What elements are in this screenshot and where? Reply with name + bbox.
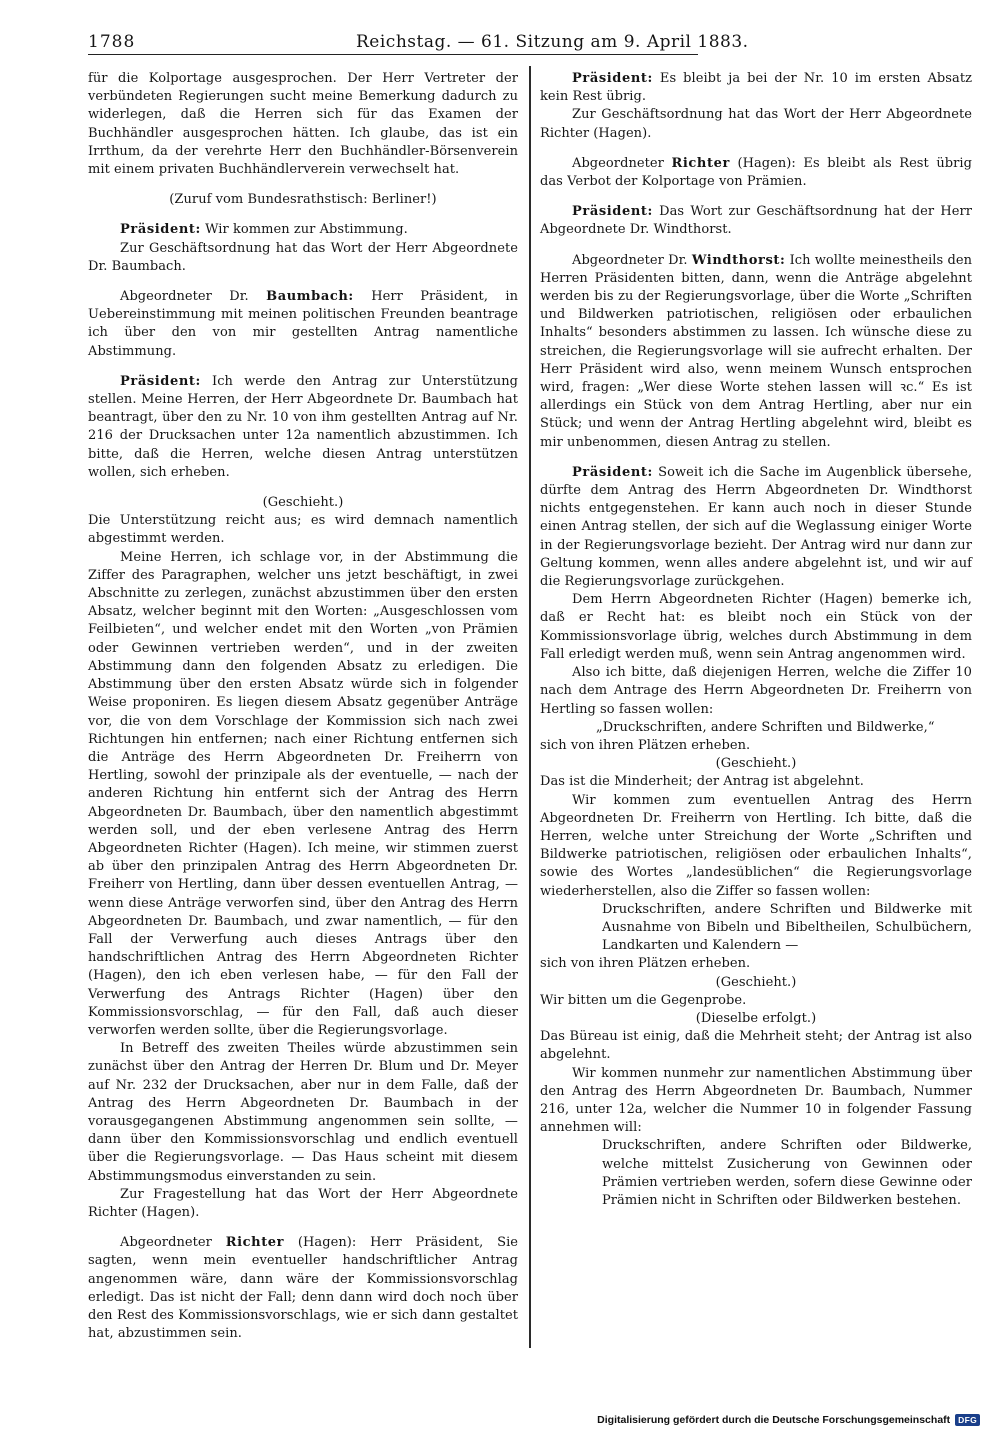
paragraph: Das Büreau ist einig, daß die Mehrheit steht; der Antrag ist also abgelehnt.: [540, 1029, 972, 1063]
page-number: 1788: [88, 32, 136, 52]
speaker-name: Präsident:: [120, 222, 201, 238]
speaker-name: Richter: [671, 155, 730, 171]
speech-text: Herr Präsident, in Uebereinstimmung mit meinen politischen Freunden beantrage ich über den von mir gestellten Antrag namentliche Abstimmung.: [88, 289, 519, 359]
speech-text: (Hagen): Herr Präsident, Sie sagten, wenn mein eventueller handschriftlicher Antrag angenommen wäre, dann wäre der Kommissionsvorschlag erledigt. Das ist nicht der Fall; denn dann wird doch noch über den Rest des Kommissionsvorschlags, wie er sich dann gestaltet hat, abzustimmen sein.: [88, 1235, 519, 1342]
quoted-formula: Druckschriften, andere Schriften oder Bildwerke, welche mittelst Zusicherung von Gewinnen oder Prämien vertrieben werden, sofern diese Gewinne oder Prämien nicht in Schriften oder Bildwerken bestehen.: [602, 1138, 972, 1208]
paragraph: sich von ihren Plätzen erheben.: [540, 737, 751, 753]
paragraph: Meine Herren, ich schlage vor, in der Abstimmung die Ziffer des Paragraphen, welcher uns jetzt beschäftigt, in zwei Abschnitte zu zerlegen, zunächst abzustimmen über den ersten Absatz, welcher beginnt mit den Worten: „Ausgeschlossen vom Feilbieten“, und welcher endet mit den Worten „von Prämien oder Gewinnen vertrieben werden“, und in der zweiten Abstimmung dann den folgenden Absatz zu erledigen. Die Abstimmung über den ersten Absatz würde sich in folgender Weise proponiren. Es liegen diesem Absatz gegenüber Anträge vor, die von dem Vorschlage der Kommission sich nach zwei Richtungen hin entfernen; nach einer Richtung entfernen sich die Anträge des Herrn Abgeordneten Dr. Freiherrn von Hertling, sowohl der prinzipale als der eventuelle, — nach der anderen Richtung hin entfernt sich der Antrag des Herrn Abgeordneten Dr. Baumbach, über den namentlich abgestimmt werden soll, und der eben verlesene Antrag des Herrn Abgeordneten Richter (Hagen). Ich meine, wir stimmen zuerst ab über den prinzipalen Antrag des Herrn Abgeordneten Dr. Freiherr von Hertling, dann über dessen eventuellen Antrag, — wenn diese Anträge verworfen sind, über den Antrag des Herrn Abgeordneten Dr. Baumbach, und zwar namentlich, — für den Fall der Verwerfung auch dieses Antrags über den handschriftlichen Antrag des Herrn Abgeordneten Richter (Hagen), den ich eben verlesen habe, — für den Fall der Verwerfung des Antrags Richter (Hagen) über den Kommissionsvorschlag, — für den Fall, daß auch dieser verworfen werden sollte, über die Regierungsvorlage.: [88, 549, 518, 1038]
paragraph: Wir kommen zum eventuellen Antrag des Herrn Abgeordneten Dr. Freiherrn von Hertling. Ich bitte, daß die Herren, welche unter Streichung der Worte „Schriften und Bildwerke patriotischen, religiösen oder erbaulichen Inhalts“, sowie des Wortes „landesüblichen“ die Regierungsvorlage wiederherstellen, also die Ziffer so fassen wollen:: [540, 792, 972, 899]
speech-paragraph: [88, 373, 518, 482]
speaker-name: Präsident:: [572, 71, 653, 86]
speaker-name: Präsident:: [120, 373, 201, 389]
paragraph: Also ich bitte, daß diejenigen Herren, welche die Ziffer 10 nach dem Antrage des Herrn Abgeordneten Dr. Freiherrn von Hertling so fassen wollen:: [540, 665, 972, 717]
stage-direction: (Dieselbe erfolgt.): [695, 1010, 817, 1026]
right-column: [540, 70, 972, 1350]
speaker-name: Richter: [225, 1235, 285, 1251]
quoted-formula: „Druckschriften, andere Schriften und Bildwerke,“: [596, 719, 935, 735]
quoted-formula: Druckschriften, andere Schriften und Bildwerke mit Ausnahme von Bibeln und Bibeltheilen, Schulbüchern, Landkarten und Kalendern —: [602, 901, 972, 954]
speech-text: Das Wort zur Geschäftsordnung hat der Herr Abgeordnete Dr. Windthorst.: [540, 204, 973, 238]
speech-paragraph: [540, 252, 972, 452]
speech-text: Ich werde den Antrag zur Unterstützung stellen. Meine Herren, der Herr Abgeordnete Dr. Baumbach hat beantragt, über den zu Nr. 10 von ihm gestellten Antrag auf Nr. 216 der Drucksachen unter 12a namentlich abzustimmen. Ich bitte, daß die Herren, welche diesen Antrag unterstützen wollen, sich erheben.: [88, 373, 518, 480]
speech-text: Wir kommen zur Abstimmung.: [205, 222, 408, 238]
speech-text: Es bleibt ja bei der Nr. 10 im ersten Absatz kein Rest übrig.: [540, 71, 972, 105]
paragraph: Wir bitten um die Gegenprobe.: [540, 992, 747, 1008]
speaker-title: Abgeordneter: [120, 1235, 212, 1251]
paragraph: für die Kolportage ausgesprochen. Der Herr Vertreter der verbündeten Regierungen sucht meine Bemerkung dadurch zu widerlegen, daß die Herren sich für das Examen der Buchhändler ausgesprochen hätten. Ich glaube, das ist ein Irrthum, da der verehrte Herr den Buchhändler-Börsenverein mit einem privaten Buchhändlerverein verwechselt hat.: [88, 71, 518, 178]
paragraph: In Betreff des zweiten Theiles würde abzustimmen sein zunächst über den Antrag der Herren Dr. Blum und Dr. Meyer auf Nr. 232 der Drucksachen, aber nur in dem Falle, daß der Antrag des Herrn Abgeordneten Dr. Baumbach in der vorausgegangenen Abstimmung angenommen sein sollte, — dann über den Kommissionsvorschlag und endlich eventuell über die Regierungsvorlage. — Das Haus scheint mit diesem Abstimmungsmodus einverstanden zu sein.: [88, 1041, 518, 1184]
speech-paragraph: [540, 464, 972, 591]
speech-paragraph: [88, 288, 518, 361]
paragraph: Dem Herrn Abgeordneten Richter (Hagen) bemerke ich, daß er Recht hat: es bleibt noch ein Stück von der Kommissionsvorlage übrig, welches durch Abstimmung in dem Fall erledigt werden muß, wenn sein Antrag angenommen wird.: [540, 592, 972, 662]
stage-direction: (Geschieht.): [715, 756, 797, 772]
speech-paragraph: [88, 1234, 518, 1343]
speaker-name: Baumbach:: [266, 289, 354, 305]
paragraph: Wir kommen nunmehr zur namentlichen Abstimmung über den Antrag des Herrn Abgeordneten Dr. Baumbach, Nummer 216, unter 12a, welcher die Nummer 10 in folgender Fassung annehmen will:: [540, 1065, 972, 1136]
credit-text: Digitalisierung gefördert durch die Deutsche Forschungsgemeinschaft: [597, 1414, 951, 1426]
speech-text: Ich wollte meinestheils den Herren Präsidenten bitten, dann, wenn die Anträge abgelehnt werden bis zu der Regierungsvorlage, über die Worte „Schriften und Bildwerken patriotischen, religiösen oder erbaulichen Inhalts“ besonders abstimmen zu lassen. Ich wünsche diese zu streichen, die Regierungsvorlage will sie aufrecht erhalten. Der Herr Präsident wird also, wenn meinem Wunsch entsprochen wird, fragen: „Wer diese Worte stehen lassen will ꝛc.“ Es ist allerdings ein Stück von dem Antrag Hertling, aber nur ein Stück; und wenn der Antrag Hertling abgelehnt wird, bleibt es mir unbenommen, diesen Antrag zu stellen.: [540, 252, 972, 450]
stage-direction: (Geschieht.): [715, 974, 797, 990]
speech-paragraph: [540, 70, 972, 106]
paragraph: sich von ihren Plätzen erheben.: [540, 956, 751, 972]
running-title: Reichstag. — 61. Sitzung am 9. April 1883.: [356, 32, 749, 52]
speech-paragraph: [540, 203, 972, 239]
digitization-credit: [597, 1412, 980, 1428]
paragraph: Die Unterstützung reicht aus; es wird demnach namentlich abgestimmt werden.: [88, 513, 518, 547]
speech-paragraph: [88, 221, 518, 239]
speaker-name: Präsident:: [572, 464, 653, 480]
dfg-logo: DFG: [955, 1414, 980, 1426]
speaker-title: Abgeordneter Dr.: [572, 252, 688, 268]
left-column: [88, 70, 518, 1350]
paragraph: Zur Fragestellung hat das Wort der Herr Abgeordnete Richter (Hagen).: [88, 1186, 518, 1220]
speaker-title: Abgeordneter: [572, 155, 664, 171]
interjection: (Zuruf vom Bundesrathstisch: Berliner!): [169, 192, 437, 208]
paragraph: Das ist die Minderheit; der Antrag ist abgelehnt.: [540, 774, 864, 790]
speaker-name: Windthorst:: [691, 252, 786, 268]
page-header: [88, 30, 749, 55]
stage-direction: (Geschieht.): [262, 495, 344, 511]
speaker-name: Präsident:: [572, 204, 653, 220]
speech-text: (Hagen): Es bleibt als Rest übrig das Verbot der Kolportage von Prämien.: [540, 155, 972, 190]
paragraph: Zur Geschäftsordnung hat das Wort der Herr Abgeordnete Richter (Hagen).: [540, 107, 972, 141]
speech-text: Soweit ich die Sache im Augenblick übersehe, dürfte dem Antrag des Herrn Abgeordneten Dr. Windthorst nichts entgegenstehen. Er kann auch noch in dieser Stunde einen Antrag stellen, der sich auf die Weglassung einiger Worte in der Regierungsvorlage bezieht. Der Antrag wird nur dann zur Geltung kommen, wenn alles andere abgelehnt ist, und wir auf die Regierungsvorlage zurückgehen.: [540, 464, 973, 590]
column-divider: [529, 66, 531, 1348]
speaker-title: Abgeordneter Dr.: [120, 289, 249, 305]
paragraph: Zur Geschäftsordnung hat das Wort der Herr Abgeordnete Dr. Baumbach.: [88, 240, 518, 274]
speech-paragraph: [540, 155, 972, 191]
